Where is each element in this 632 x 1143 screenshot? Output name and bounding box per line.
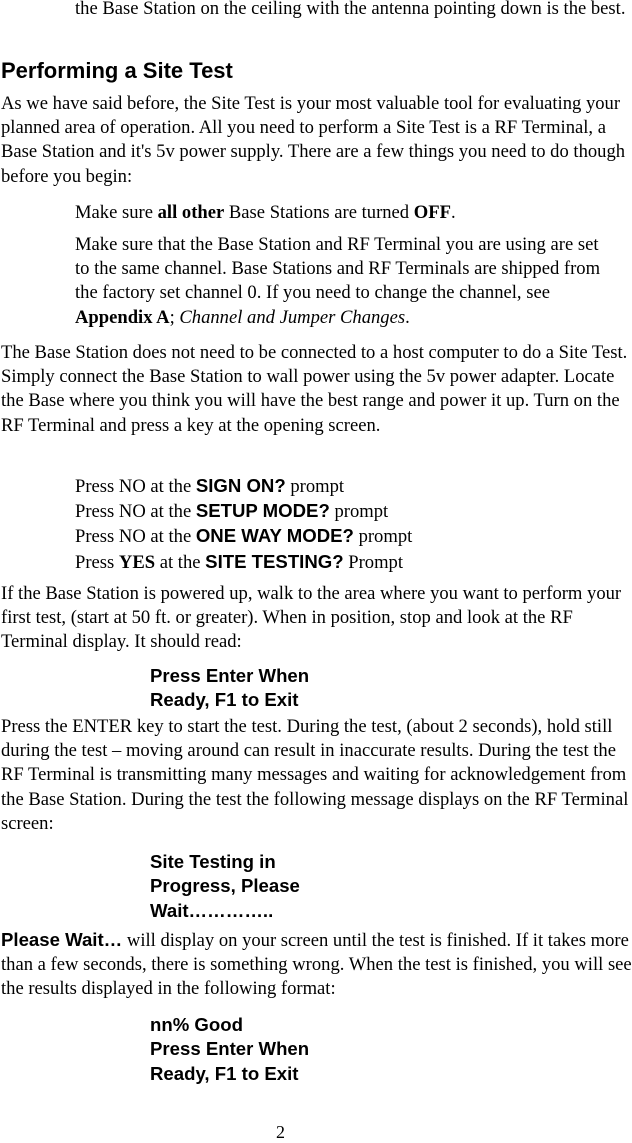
paragraph-please-wait: Please Wait… will display on your screen until the test is finished. If it takes more than a few seconds, there is something wrong. When the test is finished, you will see the results displayed in the following format:	[1, 929, 632, 1000]
page-number: 2	[276, 1122, 285, 1142]
terminal-line: Ready, F1 to Exit	[150, 689, 299, 711]
terminal-screen-results	[150, 1013, 309, 1086]
prompt-one-way-mode: Press NO at the ONE WAY MODE? prompt	[75, 525, 413, 548]
paragraph-intro: As we have said before, the Site Test is your most valuable tool for evaluating your planned area of operation. All you need to perform a Site Test is a RF Terminal, a Base Station and it's 5v power supply. There are a few things you need to do though before you begin:	[1, 93, 626, 187]
prompt-setup-mode: Press NO at the SETUP MODE? prompt	[75, 500, 389, 523]
step-same-channel: Make sure that the Base Station and RF Terminal you are using are set to the same channel. Base Stations and RF Terminals are shipped from the factory set channel 0. If you need to change the channel, see Appendix A; Channel and Jumper Changes.	[75, 234, 601, 328]
terminal-line: Press Enter When	[150, 1038, 310, 1060]
terminal-line: Press Enter When	[150, 665, 310, 686]
terminal-screen-testing	[150, 850, 300, 923]
prompt-sign-on: Press NO at the SIGN ON? prompt	[75, 475, 345, 497]
paragraph-walk-to-area: If the Base Station is powered up, walk to the area where you want to perform your first test, (start at 50 ft. or greater). When in position, stop and look at the RF Terminal display. It should read:	[1, 583, 622, 653]
terminal-line: Wait…………..	[150, 899, 274, 921]
terminal-screen-ready	[150, 664, 309, 713]
intro-continuation: the Base Station on the ceiling with the antenna pointing down is the best.	[75, 0, 626, 19]
terminal-line: Ready, F1 to Exit	[150, 1062, 299, 1084]
section-heading: Performing a Site Test	[1, 58, 233, 83]
terminal-line: Site Testing in	[150, 851, 276, 872]
terminal-line: nn% Good	[150, 1014, 243, 1035]
terminal-line: Progress, Please	[150, 875, 300, 897]
step-turn-off-bases: Make sure all other Base Stations are turned OFF.	[75, 202, 456, 223]
prompt-list	[75, 474, 630, 575]
paragraph-press-enter: Press the ENTER key to start the test. During the test, (about 2 seconds), hold still during the test – moving around can result in inaccurate results. During the test the RF Terminal is transmitting many messages and waiting for acknowledgement from the Base Station. During the test the following message displays on the RF Terminal screen:	[1, 716, 629, 834]
paragraph-connect-power: The Base Station does not need to be connected to a host computer to do a Site Test. Simply connect the Base Station to wall power using the 5v power adapter. Locate the Base where you think you will have the best range and power it up. Turn on the RF Terminal and press a key at the opening screen.	[1, 342, 628, 436]
prompt-site-testing: Press YES at the SITE TESTING? Prompt	[75, 550, 404, 573]
